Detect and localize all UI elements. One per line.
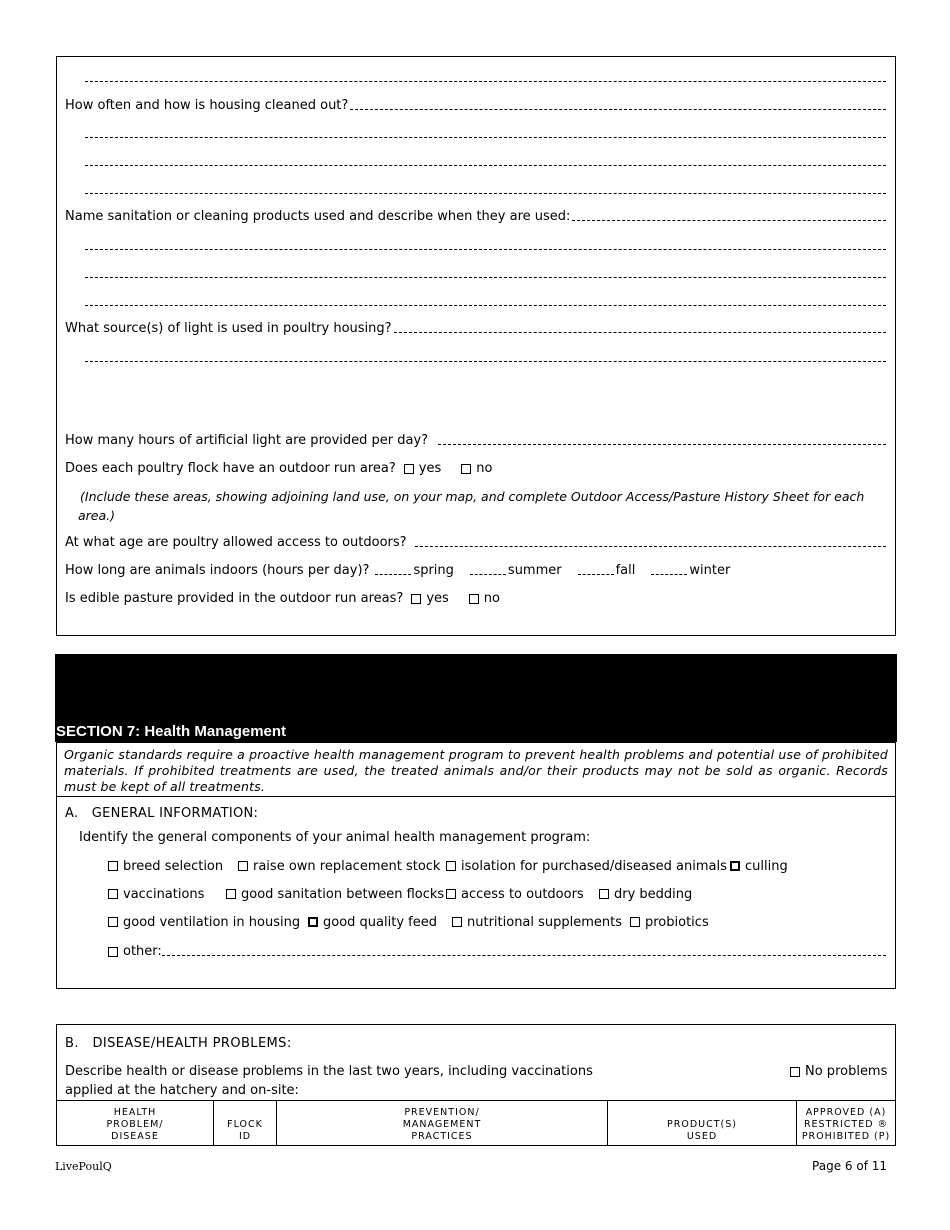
pasture-question	[65, 588, 886, 606]
disease-prompt-line-2: applied at the hatchery and on-site:	[65, 1083, 299, 1098]
checkbox-icon[interactable]	[790, 1067, 800, 1077]
pasture-yes-option[interactable]: yes	[411, 591, 448, 606]
checkbox-icon[interactable]	[461, 464, 471, 474]
answer-line[interactable]	[85, 193, 886, 194]
summer-hours-field[interactable]	[470, 574, 506, 575]
dry-bedding-option[interactable]: dry bedding	[599, 887, 692, 902]
checkbox-icon[interactable]	[599, 889, 609, 899]
organic-standards-note: Organic standards require a proactive health management program to prevent health problems and potential use of prohibited materials. If prohibited treatments are used, the treated animals and/or their products may not be sold as organic. Records must be kept of all treatments.	[64, 747, 888, 794]
season-label: summer	[507, 563, 562, 578]
fall-hours-field[interactable]	[578, 574, 614, 575]
answer-line[interactable]	[415, 546, 886, 547]
light-source-question[interactable]	[65, 318, 886, 336]
question-label: How often and how is housing cleaned out?	[65, 98, 349, 113]
components-row-1	[108, 857, 886, 875]
form-id: LivePoulQ	[55, 1160, 112, 1173]
probiotics-option[interactable]: probiotics	[630, 915, 709, 930]
checkbox-icon[interactable]	[108, 861, 118, 871]
page-number: Page 6 of 11	[812, 1159, 887, 1173]
quality-feed-option[interactable]: good quality feed	[308, 915, 452, 930]
light-hours-question[interactable]	[65, 430, 886, 448]
other-option[interactable]: other:	[108, 944, 162, 959]
answer-line[interactable]	[85, 249, 886, 250]
answer-line[interactable]	[85, 277, 886, 278]
answer-line[interactable]	[85, 165, 886, 166]
answer-line[interactable]	[85, 81, 886, 82]
checkbox-icon[interactable]	[108, 889, 118, 899]
question-label: How long are animals indoors (hours per day)?	[65, 563, 370, 578]
disease-heading: B. DISEASE/HEALTH PROBLEMS:	[65, 1036, 292, 1051]
isolation-option[interactable]: isolation for purchased/diseased animals	[446, 859, 730, 874]
checkbox-icon[interactable]	[238, 861, 248, 871]
no-problems-option[interactable]: No problems	[790, 1064, 887, 1079]
indoor-hours-question	[65, 560, 886, 578]
checkbox-icon[interactable]	[404, 464, 414, 474]
outdoor-run-no-option[interactable]: no	[461, 461, 492, 476]
ventilation-option[interactable]: good ventilation in housing	[108, 915, 308, 930]
checkbox-icon[interactable]	[226, 889, 236, 899]
checkbox-icon[interactable]	[446, 889, 456, 899]
pasture-no-option[interactable]: no	[469, 591, 500, 606]
raise-replacement-option[interactable]: raise own replacement stock	[238, 859, 446, 874]
checkbox-icon[interactable]	[469, 594, 479, 604]
answer-line[interactable]	[350, 109, 886, 110]
answer-line[interactable]	[85, 305, 886, 306]
general-information-prompt: Identify the general components of your animal health management program:	[79, 830, 591, 845]
components-row-3	[108, 913, 886, 931]
other-component-row[interactable]	[108, 941, 886, 959]
housing-cleaning-question[interactable]	[65, 95, 886, 113]
outdoor-run-yes-option[interactable]: yes	[404, 461, 441, 476]
disease-table-header	[56, 1100, 896, 1146]
question-label: Is edible pasture provided in the outdoor run areas?	[65, 591, 404, 606]
column-products: PRODUCT(S) USED	[608, 1101, 797, 1146]
sanitation-products-question[interactable]	[65, 206, 886, 224]
checkbox-icon[interactable]	[730, 861, 740, 871]
answer-line[interactable]	[572, 220, 886, 221]
season-label: fall	[615, 563, 636, 578]
column-health-problem: HEALTH PROBLEM/ DISEASE	[57, 1101, 214, 1146]
vaccinations-option[interactable]: vaccinations	[108, 887, 226, 902]
culling-option[interactable]: culling	[730, 859, 788, 874]
checkbox-icon[interactable]	[108, 917, 118, 927]
season-label: winter	[689, 563, 731, 578]
spring-hours-field[interactable]	[375, 574, 411, 575]
question-label: At what age are poultry allowed access to outdoors?	[65, 535, 407, 550]
section-7-header	[55, 654, 897, 742]
outdoor-age-question[interactable]	[65, 532, 886, 550]
question-label: How many hours of artificial light are provided per day?	[65, 433, 429, 448]
checkbox-icon[interactable]	[630, 917, 640, 927]
question-label: Does each poultry flock have an outdoor run area?	[65, 461, 396, 476]
winter-hours-field[interactable]	[651, 574, 687, 575]
answer-line[interactable]	[394, 332, 886, 333]
answer-line[interactable]	[85, 137, 886, 138]
checkbox-icon[interactable]	[108, 947, 118, 957]
column-status: APPROVED (A) RESTRICTED ® PROHIBITED (P)	[797, 1101, 896, 1146]
nutritional-supplements-option[interactable]: nutritional supplements	[452, 915, 630, 930]
answer-line[interactable]	[438, 444, 886, 445]
other-answer-line[interactable]	[162, 955, 886, 956]
components-row-2	[108, 885, 886, 903]
sanitation-between-flocks-option[interactable]: good sanitation between flocks	[226, 887, 446, 902]
outdoor-area-note: (Include these areas, showing adjoining land use, on your map, and complete Outdoor Access/Pasture History Sheet for each area.)	[78, 489, 865, 523]
column-flock-id: FLOCK ID	[214, 1101, 277, 1146]
access-to-outdoors-option[interactable]: access to outdoors	[446, 887, 599, 902]
checkbox-icon[interactable]	[411, 594, 421, 604]
section-title: SECTION 7: Health Management	[56, 723, 287, 740]
question-label: What source(s) of light is used in poultry housing?	[65, 321, 392, 336]
column-prevention: PREVENTION/ MANAGEMENT PRACTICES	[277, 1101, 608, 1146]
season-label: spring	[413, 563, 454, 578]
checkbox-icon[interactable]	[446, 861, 456, 871]
question-label: Name sanitation or cleaning products used and describe when they are used:	[65, 209, 571, 224]
checkbox-icon[interactable]	[452, 917, 462, 927]
checkbox-icon[interactable]	[308, 917, 318, 927]
disease-prompt-line-1: Describe health or disease problems in the last two years, including vaccinations	[65, 1064, 593, 1079]
answer-line[interactable]	[85, 361, 886, 362]
outdoor-run-question	[65, 458, 886, 476]
general-information-heading: A. GENERAL INFORMATION:	[65, 806, 259, 821]
breed-selection-option[interactable]: breed selection	[108, 859, 238, 874]
